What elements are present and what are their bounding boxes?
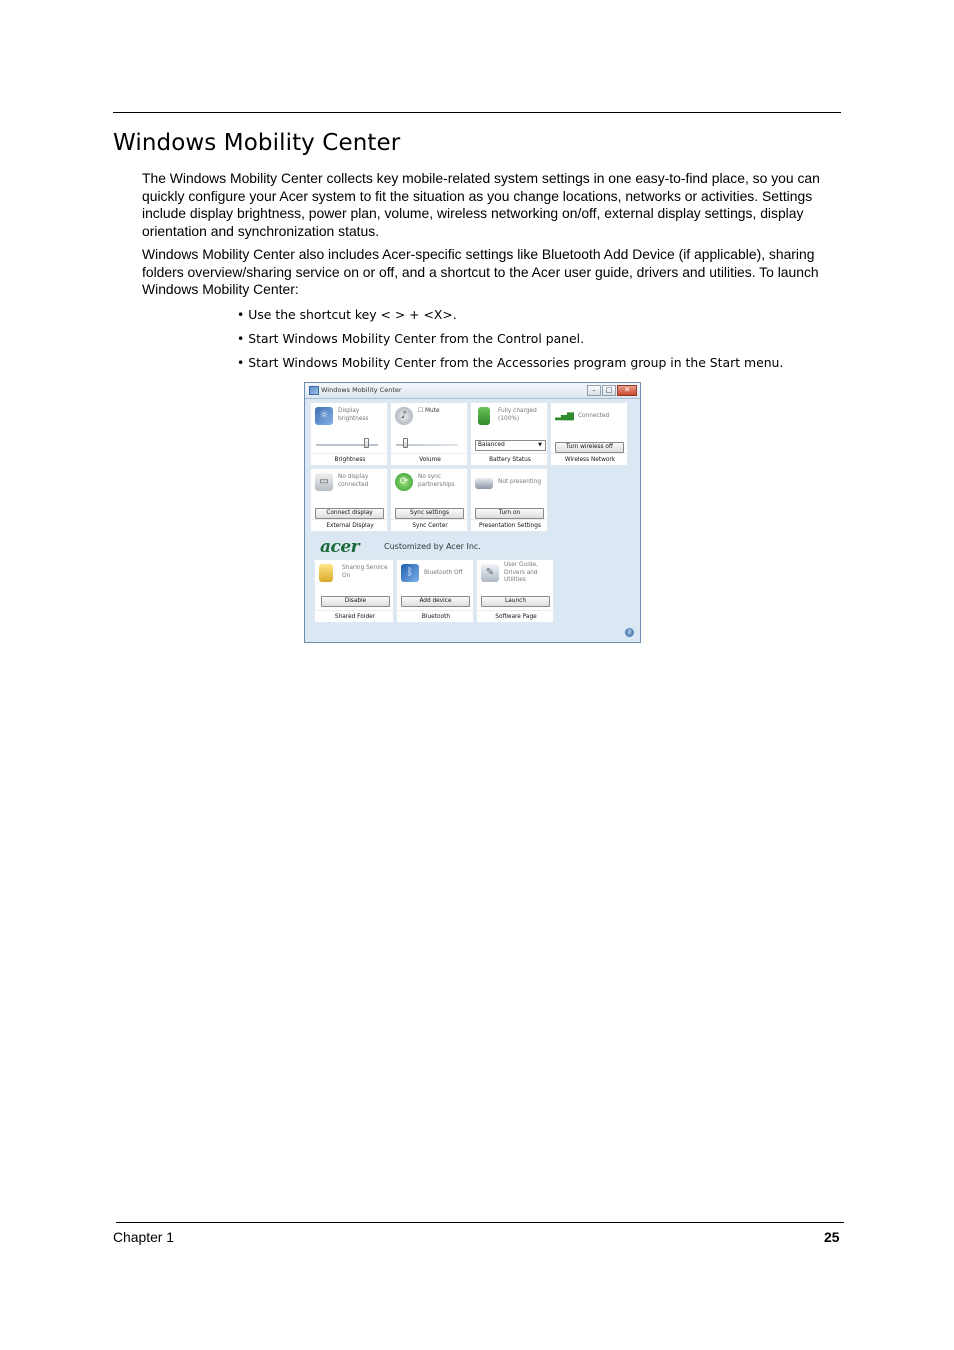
sharing-tile (314, 559, 394, 623)
brightness-caption: Brightness (311, 453, 389, 465)
acer-logo: acer (320, 537, 360, 557)
presentation-status: Not presenting (498, 479, 541, 485)
list-item: • Start Windows Mobility Center from the Control panel. (237, 331, 585, 346)
brightness-slider-thumb (364, 438, 369, 448)
software-status: User Guide, Drivers and Utilities (504, 562, 538, 583)
connect-display-button: Connect display (315, 508, 384, 519)
sync-tile (390, 468, 468, 532)
sync-icon: ⟳ (395, 473, 413, 491)
display-brightness-icon: ☼ (315, 407, 333, 425)
list-item: • Start Windows Mobility Center from the Accessories program group in the Start menu. (237, 355, 784, 370)
external-display-caption: External Display (311, 519, 389, 531)
bluetooth-status: Bluetooth Off (424, 570, 463, 576)
list-item: • Use the shortcut key < > + <X>. (237, 307, 457, 322)
battery-status: Fully charged (100%) (498, 408, 537, 422)
brightness-slider-track (316, 444, 378, 446)
bottom-rule (116, 1222, 844, 1223)
power-plan-select (475, 440, 546, 451)
signal-bars-icon: ▂▄▆ (555, 411, 573, 421)
user-guide-icon: ✎ (481, 564, 499, 582)
external-display-tile (310, 468, 388, 532)
volume-caption: Volume (391, 453, 469, 465)
page-title: Windows Mobility Center (113, 130, 401, 156)
sharing-caption: Shared Folder (315, 610, 395, 622)
sync-settings-button: Sync settings (395, 508, 464, 519)
battery-caption: Battery Status (471, 453, 549, 465)
power-plan-value: Balanced (478, 442, 505, 448)
add-device-button: Add device (401, 596, 470, 607)
launch-methods-list (237, 306, 783, 378)
customized-by-text: Customized by Acer Inc. (384, 542, 481, 551)
turn-wireless-off-button: Turn wireless off (555, 442, 624, 453)
wireless-tile (550, 402, 628, 466)
external-display-status: No display connected (338, 474, 369, 488)
disable-button: Disable (321, 596, 390, 607)
software-caption: Software Page (477, 610, 555, 622)
acer-band (310, 535, 632, 557)
footer-chapter: Chapter 1 (113, 1229, 175, 1245)
battery-tile (470, 402, 548, 466)
close-button: ✕ (617, 385, 637, 396)
volume-tile (390, 402, 468, 466)
projector-icon (475, 478, 493, 489)
battery-icon (478, 407, 490, 425)
brightness-status: Display brightness (338, 408, 369, 422)
footer-page-number: 25 (824, 1229, 840, 1245)
window-controls (587, 385, 637, 396)
brightness-tile (310, 402, 388, 466)
wireless-status: Connected (578, 413, 610, 419)
help-icon: ? (625, 628, 634, 637)
presentation-caption: Presentation Settings (471, 519, 549, 531)
sync-caption: Sync Center (391, 519, 469, 531)
software-tile (476, 559, 554, 623)
minimize-button: – (587, 385, 601, 396)
sharing-status: Sharing Service On (342, 565, 388, 579)
speaker-icon: ♪ (395, 407, 413, 425)
presentation-tile (470, 468, 548, 532)
launch-button: Launch (481, 596, 550, 607)
top-rule (113, 112, 841, 113)
bluetooth-caption: Bluetooth (397, 610, 475, 622)
window-title: Windows Mobility Center (321, 386, 402, 394)
bluetooth-icon: ᛒ (401, 564, 419, 582)
volume-slider-thumb (403, 438, 408, 448)
mobility-center-screenshot (304, 382, 641, 643)
monitor-icon: ▭ (315, 473, 333, 491)
turn-on-button: Turn on (475, 508, 544, 519)
chevron-down-icon: ▼ (538, 442, 542, 448)
intro-paragraph: The Windows Mobility Center collects key mobile-related system settings in one easy-to-find place, so you can quickly configure your Acer system to fit the situation as you change locations, networks or activities. Settings include display brightness, power plan, volume, wireless networking on/off, external display settings, display orientation and synchronization status. (142, 170, 820, 239)
maximize-button: □ (602, 385, 616, 396)
mobility-center-icon (309, 386, 319, 395)
window-titlebar (305, 383, 640, 399)
mute-label: Mute (425, 408, 440, 414)
sync-status: No sync partnerships (418, 474, 455, 488)
wireless-caption: Wireless Network (551, 453, 629, 465)
launch-paragraph: Windows Mobility Center also includes Acer-specific settings like Bluetooth Add Device (if applicable), sharing folders overview/sharing service on or off, and a shortcut to the Acer user guide, drivers and utilities. To launch Windows Mobility Center: (142, 246, 819, 297)
shared-folder-icon (319, 564, 333, 582)
mute-checkbox-label: ☐ Mute (418, 408, 440, 414)
bluetooth-tile (396, 559, 474, 623)
